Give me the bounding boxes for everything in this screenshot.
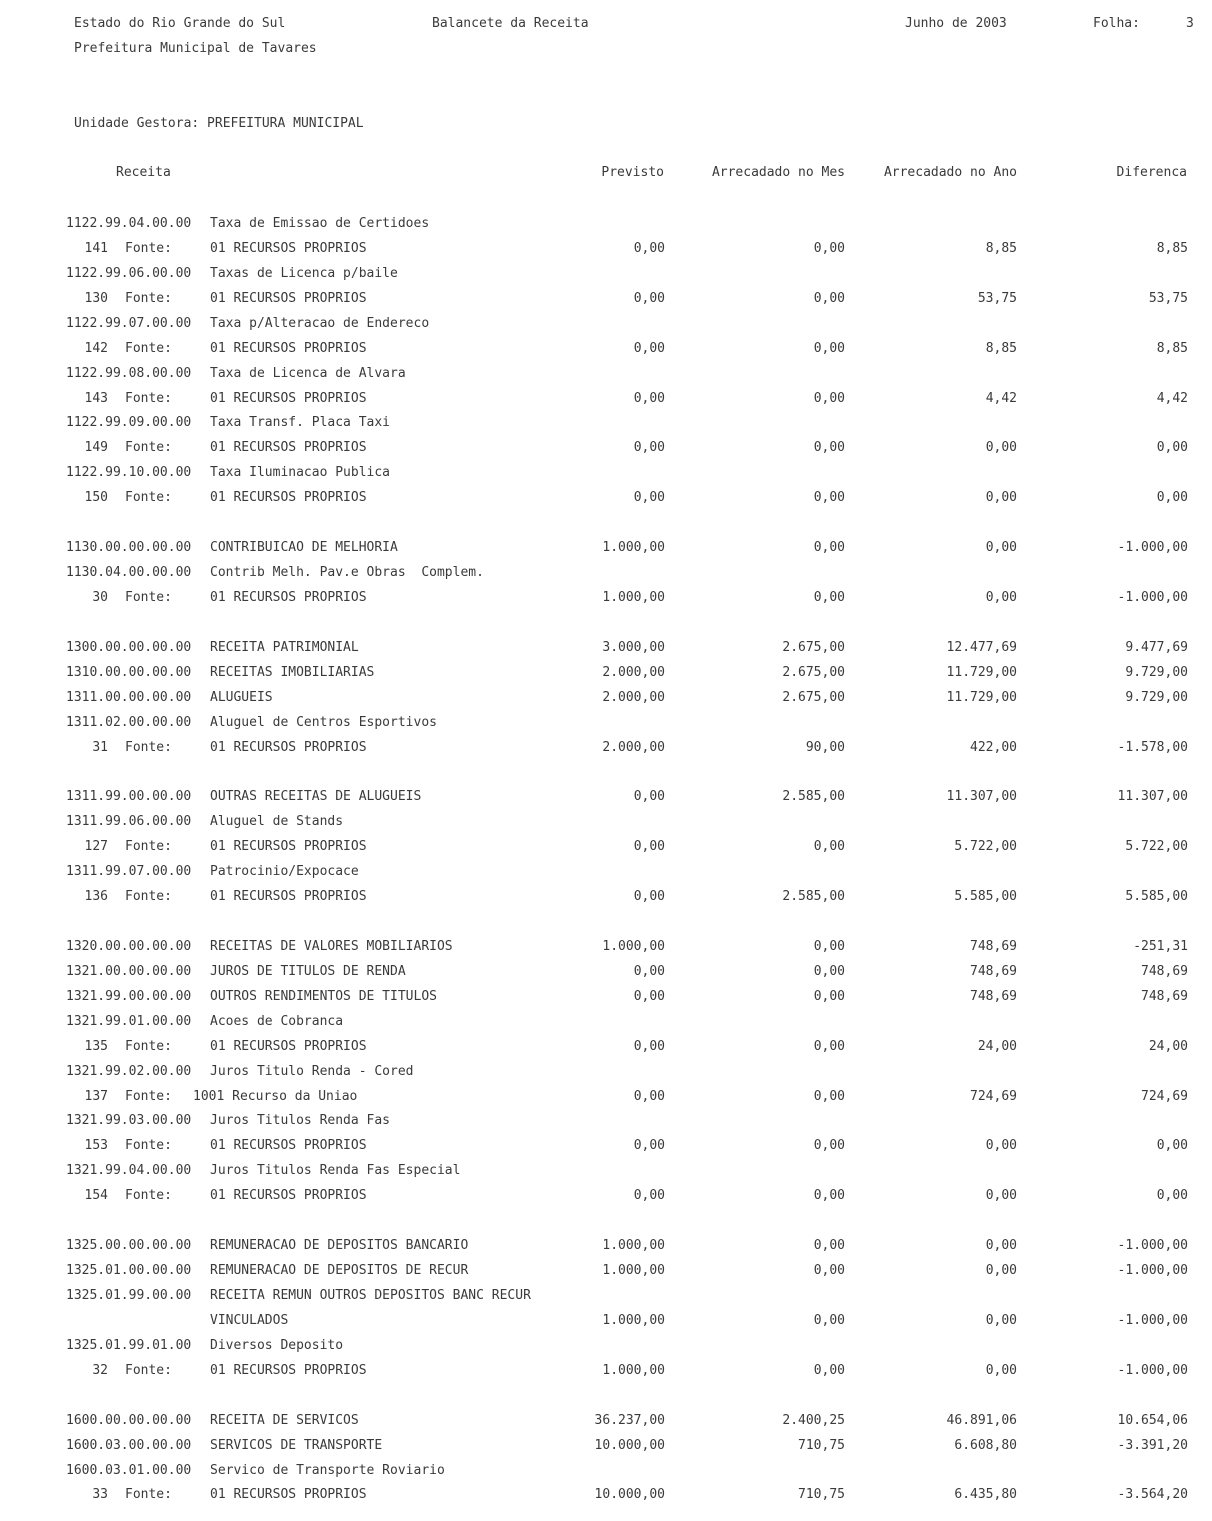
cell-diferenca: 9.477,69 [1125, 640, 1188, 655]
cell-arrecadado-ano: 11.729,00 [946, 665, 1017, 680]
cell-diferenca: 724,69 [1141, 1089, 1188, 1104]
total-row [0, 989, 1212, 1005]
fonte-source: 1001 Recurso da Uniao [193, 1089, 358, 1104]
account-description: REMUNERACAO DE DEPOSITOS DE RECUR [210, 1263, 469, 1278]
cell-diferenca: -1.578,00 [1117, 740, 1188, 755]
cell-arrecadado-ano: 0,00 [985, 590, 1017, 605]
account-description: ALUGUEIS [210, 690, 273, 705]
account-code: 1122.99.04.00.00 [66, 216, 192, 231]
fonte-label: Fonte: [125, 1138, 172, 1153]
fonte-sequence: 137 [84, 1089, 108, 1104]
cell-diferenca: 24,00 [1148, 1039, 1188, 1054]
cell-diferenca: 748,69 [1141, 989, 1188, 1004]
cell-previsto: 1.000,00 [602, 540, 665, 555]
col-header-arrecadado-ano: Arrecadado no Ano [883, 165, 1017, 180]
cell-arrecadado-mes: 2.585,00 [782, 889, 845, 904]
col-header-receita: Receita [116, 165, 171, 180]
fonte-sequence: 153 [84, 1138, 108, 1153]
fonte-row [0, 440, 1212, 456]
fonte-label: Fonte: [125, 740, 172, 755]
account-code: 1311.99.00.00.00 [66, 789, 192, 804]
cell-arrecadado-mes: 2.585,00 [782, 789, 845, 804]
cell-arrecadado-mes: 0,00 [813, 1238, 845, 1253]
fonte-label: Fonte: [125, 590, 172, 605]
cell-previsto: 0,00 [633, 1089, 665, 1104]
total-row [0, 964, 1212, 980]
cell-previsto: 0,00 [633, 1188, 665, 1203]
account-code: 1600.00.00.00.00 [66, 1413, 192, 1428]
cell-arrecadado-ano: 5.722,00 [954, 839, 1017, 854]
fonte-sequence: 141 [84, 241, 108, 256]
total-row [0, 1263, 1212, 1279]
fonte-row [0, 889, 1212, 905]
account-code: 1321.99.00.00.00 [66, 989, 192, 1004]
fonte-row [0, 241, 1212, 257]
account-code: 1122.99.09.00.00 [66, 415, 192, 430]
cell-previsto: 0,00 [633, 341, 665, 356]
fonte-label: Fonte: [125, 1487, 172, 1502]
account-code: 1325.00.00.00.00 [66, 1238, 192, 1253]
cell-previsto: 1.000,00 [602, 1363, 665, 1378]
cell-arrecadado-ano: 12.477,69 [946, 640, 1017, 655]
account-row [0, 565, 1212, 581]
cell-arrecadado-mes: 0,00 [813, 1263, 845, 1278]
cell-diferenca: 8,85 [1156, 241, 1188, 256]
total-row [0, 690, 1212, 706]
cell-previsto: 0,00 [633, 839, 665, 854]
account-code: 1321.00.00.00.00 [66, 964, 192, 979]
account-code: 1122.99.06.00.00 [66, 266, 192, 281]
cell-previsto: 10.000,00 [594, 1438, 665, 1453]
cell-arrecadado-ano: 0,00 [985, 490, 1017, 505]
account-description: Taxa de Licenca de Alvara [210, 366, 406, 381]
cell-previsto: 0,00 [633, 440, 665, 455]
cell-previsto: 0,00 [633, 1138, 665, 1153]
cell-previsto: 0,00 [633, 789, 665, 804]
cell-previsto: 0,00 [633, 291, 665, 306]
account-description: Diversos Deposito [210, 1338, 344, 1353]
cell-arrecadado-ano: 0,00 [985, 1313, 1017, 1328]
fonte-row [0, 341, 1212, 357]
account-description: Acoes de Cobranca [210, 1014, 344, 1029]
account-code: 1321.99.03.00.00 [66, 1113, 192, 1128]
account-code: 1320.00.00.00.00 [66, 939, 192, 954]
account-code: 1311.99.07.00.00 [66, 864, 192, 879]
fonte-row [0, 1039, 1212, 1055]
cell-previsto: 1.000,00 [602, 1238, 665, 1253]
account-row [0, 266, 1212, 282]
cell-arrecadado-ano: 11.307,00 [946, 789, 1017, 804]
cell-previsto: 0,00 [633, 889, 665, 904]
fonte-sequence: 149 [84, 440, 108, 455]
account-row [0, 715, 1212, 731]
cell-diferenca: 11.307,00 [1117, 789, 1188, 804]
account-code: 1310.00.00.00.00 [66, 665, 192, 680]
cell-previsto: 1.000,00 [602, 590, 665, 605]
fonte-sequence: 32 [92, 1363, 108, 1378]
cell-diferenca: 8,85 [1156, 341, 1188, 356]
cell-arrecadado-mes: 0,00 [813, 291, 845, 306]
fonte-row [0, 1487, 1212, 1503]
cell-arrecadado-ano: 24,00 [977, 1039, 1017, 1054]
cell-diferenca: 9.729,00 [1125, 690, 1188, 705]
account-description: REMUNERACAO DE DEPOSITOS BANCARIO [210, 1238, 469, 1253]
fonte-sequence: 33 [92, 1487, 108, 1502]
cell-arrecadado-mes: 710,75 [798, 1438, 845, 1453]
fonte-source: 01 RECURSOS PROPRIOS [210, 1363, 367, 1378]
total-row [0, 939, 1212, 955]
fonte-sequence: 31 [92, 740, 108, 755]
fonte-row [0, 1363, 1212, 1379]
cell-diferenca: -3.391,20 [1117, 1438, 1188, 1453]
account-code: 1600.03.01.00.00 [66, 1463, 192, 1478]
col-header-arrecadado-mes: Arrecadado no Mes [711, 165, 845, 180]
account-code: 1122.99.10.00.00 [66, 465, 192, 480]
fonte-sequence: 135 [84, 1039, 108, 1054]
account-code: 1311.99.06.00.00 [66, 814, 192, 829]
account-code: 1321.99.01.00.00 [66, 1014, 192, 1029]
cell-arrecadado-ano: 0,00 [985, 540, 1017, 555]
account-row [0, 1463, 1212, 1479]
cell-diferenca: 5.722,00 [1125, 839, 1188, 854]
account-row [0, 1288, 1212, 1304]
total-row [0, 540, 1212, 556]
account-description: OUTROS RENDIMENTOS DE TITULOS [210, 989, 437, 1004]
fonte-row [0, 490, 1212, 506]
cell-previsto: 1.000,00 [602, 1263, 665, 1278]
cell-diferenca: 748,69 [1141, 964, 1188, 979]
cell-diferenca: 10.654,06 [1117, 1413, 1188, 1428]
cell-arrecadado-mes: 0,00 [813, 964, 845, 979]
account-description: Servico de Transporte Roviario [210, 1463, 445, 1478]
account-code: 1122.99.07.00.00 [66, 316, 192, 331]
cell-arrecadado-mes: 0,00 [813, 391, 845, 406]
cell-diferenca: -1.000,00 [1117, 1238, 1188, 1253]
fonte-sequence: 154 [84, 1188, 108, 1203]
cell-arrecadado-ano: 8,85 [985, 241, 1017, 256]
municipality-name: Prefeitura Municipal de Tavares [74, 41, 317, 56]
cell-arrecadado-mes: 0,00 [813, 939, 845, 954]
cell-previsto: 2.000,00 [602, 665, 665, 680]
cell-arrecadado-ano: 0,00 [985, 440, 1017, 455]
fonte-source: 01 RECURSOS PROPRIOS [210, 889, 367, 904]
fonte-source: 01 RECURSOS PROPRIOS [210, 391, 367, 406]
account-description: RECEITA DE SERVICOS [210, 1413, 359, 1428]
cell-arrecadado-ano: 0,00 [985, 1363, 1017, 1378]
fonte-sequence: 130 [84, 291, 108, 306]
cell-previsto: 2.000,00 [602, 690, 665, 705]
cell-previsto: 10.000,00 [594, 1487, 665, 1502]
fonte-source: 01 RECURSOS PROPRIOS [210, 241, 367, 256]
account-row [0, 1064, 1212, 1080]
fonte-source: 01 RECURSOS PROPRIOS [210, 1188, 367, 1203]
cell-arrecadado-mes: 0,00 [813, 1188, 845, 1203]
account-code: 1311.00.00.00.00 [66, 690, 192, 705]
cell-arrecadado-mes: 2.675,00 [782, 690, 845, 705]
fonte-row [0, 1089, 1212, 1105]
account-row [0, 366, 1212, 382]
cell-arrecadado-mes: 0,00 [813, 440, 845, 455]
account-code: 1325.01.99.01.00 [66, 1338, 192, 1353]
fonte-source: 01 RECURSOS PROPRIOS [210, 839, 367, 854]
fonte-label: Fonte: [125, 1089, 172, 1104]
cell-arrecadado-ano: 724,69 [970, 1089, 1017, 1104]
total-row [0, 665, 1212, 681]
cell-arrecadado-ano: 0,00 [985, 1263, 1017, 1278]
cell-diferenca: -1.000,00 [1117, 540, 1188, 555]
fonte-label: Fonte: [125, 490, 172, 505]
cell-arrecadado-ano: 11.729,00 [946, 690, 1017, 705]
cell-arrecadado-mes: 0,00 [813, 1363, 845, 1378]
cell-diferenca: -3.564,20 [1117, 1487, 1188, 1502]
account-description: OUTRAS RECEITAS DE ALUGUEIS [210, 789, 422, 804]
spacer-row [0, 1213, 1212, 1229]
account-description: RECEITAS DE VALORES MOBILIARIOS [210, 939, 453, 954]
cell-previsto: 2.000,00 [602, 740, 665, 755]
fonte-sequence: 30 [92, 590, 108, 605]
cell-diferenca: 0,00 [1156, 440, 1188, 455]
fonte-row [0, 391, 1212, 407]
cell-diferenca: -1.000,00 [1117, 590, 1188, 605]
account-row [0, 864, 1212, 880]
fonte-row [0, 740, 1212, 756]
fonte-source: 01 RECURSOS PROPRIOS [210, 1138, 367, 1153]
cell-diferenca: -251,31 [1133, 939, 1188, 954]
account-code: 1300.00.00.00.00 [66, 640, 192, 655]
fonte-label: Fonte: [125, 1188, 172, 1203]
cell-diferenca: 4,42 [1156, 391, 1188, 406]
account-description: RECEITA PATRIMONIAL [210, 640, 359, 655]
fonte-source: 01 RECURSOS PROPRIOS [210, 590, 367, 605]
fonte-row [0, 590, 1212, 606]
fonte-row [0, 839, 1212, 855]
fonte-label: Fonte: [125, 391, 172, 406]
cell-previsto: 0,00 [633, 1039, 665, 1054]
account-description: Taxa Iluminacao Publica [210, 465, 391, 480]
fonte-row [0, 1138, 1212, 1154]
spacer-row [0, 615, 1212, 631]
fonte-label: Fonte: [125, 341, 172, 356]
fonte-sequence: 127 [84, 839, 108, 854]
account-description: Patrocinio/Expocace [210, 864, 359, 879]
cell-arrecadado-mes: 2.675,00 [782, 640, 845, 655]
account-row [0, 814, 1212, 830]
cell-previsto: 1.000,00 [602, 1313, 665, 1328]
account-code: 1325.01.00.00.00 [66, 1263, 192, 1278]
unit-line: Unidade Gestora: PREFEITURA MUNICIPAL [74, 116, 364, 131]
total-row [0, 1438, 1212, 1454]
fonte-label: Fonte: [125, 1363, 172, 1378]
account-description: SERVICOS DE TRANSPORTE [210, 1438, 383, 1453]
report-period: Junho de 2003 [905, 16, 1007, 31]
col-header-diferenca: Diferenca [1116, 165, 1187, 180]
account-description: RECEITA REMUN OUTROS DEPOSITOS BANC RECUR [210, 1288, 531, 1303]
sheet-number: 3 [1186, 16, 1194, 31]
account-description: Taxa de Emissao de Certidoes [210, 216, 430, 231]
account-code: 1325.01.99.00.00 [66, 1288, 192, 1303]
fonte-sequence: 143 [84, 391, 108, 406]
total-row [0, 1413, 1212, 1429]
account-code: 1311.02.00.00.00 [66, 715, 192, 730]
fonte-label: Fonte: [125, 440, 172, 455]
account-row [0, 1163, 1212, 1179]
fonte-label: Fonte: [125, 889, 172, 904]
cell-arrecadado-ano: 53,75 [977, 291, 1017, 306]
cell-diferenca: 0,00 [1156, 1138, 1188, 1153]
account-description: Aluguel de Centros Esportivos [210, 715, 437, 730]
cell-arrecadado-mes: 0,00 [813, 341, 845, 356]
total-row [0, 640, 1212, 656]
spacer-row [0, 515, 1212, 531]
fonte-sequence: 150 [84, 490, 108, 505]
fonte-source: 01 RECURSOS PROPRIOS [210, 341, 367, 356]
cell-arrecadado-mes: 710,75 [798, 1487, 845, 1502]
account-description: JUROS DE TITULOS DE RENDA [210, 964, 406, 979]
account-row [0, 216, 1212, 232]
account-row [0, 465, 1212, 481]
cell-arrecadado-ano: 6.608,80 [954, 1438, 1017, 1453]
account-description: Taxa p/Alteracao de Endereco [210, 316, 430, 331]
cell-diferenca: -1.000,00 [1117, 1263, 1188, 1278]
account-description: Juros Titulos Renda Fas Especial [210, 1163, 461, 1178]
cell-arrecadado-mes: 2.400,25 [782, 1413, 845, 1428]
cell-arrecadado-ano: 748,69 [970, 989, 1017, 1004]
cell-diferenca: 53,75 [1148, 291, 1188, 306]
state-name: Estado do Rio Grande do Sul [74, 16, 286, 31]
cell-previsto: 36.237,00 [594, 1413, 665, 1428]
cell-arrecadado-mes: 0,00 [813, 590, 845, 605]
total-row [0, 1238, 1212, 1254]
fonte-source: 01 RECURSOS PROPRIOS [210, 291, 367, 306]
fonte-source: 01 RECURSOS PROPRIOS [210, 740, 367, 755]
fonte-label: Fonte: [125, 241, 172, 256]
cell-diferenca: 0,00 [1156, 1188, 1188, 1203]
cell-previsto: 0,00 [633, 391, 665, 406]
cell-arrecadado-ano: 4,42 [985, 391, 1017, 406]
account-code: 1122.99.08.00.00 [66, 366, 192, 381]
cell-arrecadado-ano: 6.435,80 [954, 1487, 1017, 1502]
cell-arrecadado-ano: 748,69 [970, 964, 1017, 979]
cell-arrecadado-mes: 90,00 [805, 740, 845, 755]
cell-previsto: 0,00 [633, 989, 665, 1004]
account-row [0, 415, 1212, 431]
fonte-row [0, 1188, 1212, 1204]
report-title: Balancete da Receita [432, 16, 589, 31]
cell-arrecadado-ano: 0,00 [985, 1238, 1017, 1253]
sheet-label: Folha: [1093, 16, 1140, 31]
continuation-row [0, 1313, 1212, 1329]
cell-arrecadado-ano: 5.585,00 [954, 889, 1017, 904]
cell-arrecadado-mes: 0,00 [813, 490, 845, 505]
cell-arrecadado-ano: 0,00 [985, 1138, 1017, 1153]
cell-previsto: 1.000,00 [602, 939, 665, 954]
account-description: Taxas de Licenca p/baile [210, 266, 398, 281]
cell-arrecadado-mes: 0,00 [813, 1138, 845, 1153]
account-description: Juros Titulos Renda Fas [210, 1113, 391, 1128]
fonte-row [0, 291, 1212, 307]
fonte-label: Fonte: [125, 1039, 172, 1054]
account-description: RECEITAS IMOBILIARIAS [210, 665, 375, 680]
account-code: 1600.03.00.00.00 [66, 1438, 192, 1453]
fonte-sequence: 142 [84, 341, 108, 356]
account-description: CONTRIBUICAO DE MELHORIA [210, 540, 398, 555]
fonte-source: 01 RECURSOS PROPRIOS [210, 490, 367, 505]
account-code: 1130.00.00.00.00 [66, 540, 192, 555]
total-row [0, 789, 1212, 805]
cell-previsto: 0,00 [633, 490, 665, 505]
cell-arrecadado-mes: 2.675,00 [782, 665, 845, 680]
fonte-source: 01 RECURSOS PROPRIOS [210, 1487, 367, 1502]
fonte-label: Fonte: [125, 839, 172, 854]
account-row [0, 316, 1212, 332]
cell-diferenca: 5.585,00 [1125, 889, 1188, 904]
cell-arrecadado-ano: 46.891,06 [946, 1413, 1017, 1428]
cell-previsto: 3.000,00 [602, 640, 665, 655]
account-row [0, 1014, 1212, 1030]
account-description: Contrib Melh. Pav.e Obras Complem. [210, 565, 484, 580]
account-description: Taxa Transf. Placa Taxi [210, 415, 391, 430]
cell-previsto: 0,00 [633, 241, 665, 256]
fonte-source: 01 RECURSOS PROPRIOS [210, 440, 367, 455]
account-code: 1130.04.00.00.00 [66, 565, 192, 580]
account-description-continued: VINCULADOS [210, 1313, 289, 1328]
cell-arrecadado-mes: 0,00 [813, 1039, 845, 1054]
cell-arrecadado-mes: 0,00 [813, 989, 845, 1004]
cell-arrecadado-mes: 0,00 [813, 1313, 845, 1328]
col-header-previsto: Previsto [601, 165, 664, 180]
cell-arrecadado-ano: 748,69 [970, 939, 1017, 954]
account-code: 1321.99.04.00.00 [66, 1163, 192, 1178]
spacer-row [0, 764, 1212, 780]
account-description: Juros Titulo Renda - Cored [210, 1064, 414, 1079]
cell-arrecadado-ano: 0,00 [985, 1188, 1017, 1203]
cell-diferenca: 9.729,00 [1125, 665, 1188, 680]
cell-arrecadado-mes: 0,00 [813, 839, 845, 854]
cell-arrecadado-mes: 0,00 [813, 241, 845, 256]
fonte-source: 01 RECURSOS PROPRIOS [210, 1039, 367, 1054]
spacer-row [0, 1388, 1212, 1404]
cell-diferenca: 0,00 [1156, 490, 1188, 505]
account-row [0, 1113, 1212, 1129]
account-row [0, 1338, 1212, 1354]
fonte-label: Fonte: [125, 291, 172, 306]
cell-arrecadado-mes: 0,00 [813, 1089, 845, 1104]
cell-diferenca: -1.000,00 [1117, 1313, 1188, 1328]
cell-arrecadado-ano: 8,85 [985, 341, 1017, 356]
account-code: 1321.99.02.00.00 [66, 1064, 192, 1079]
cell-arrecadado-mes: 0,00 [813, 540, 845, 555]
fonte-sequence: 136 [84, 889, 108, 904]
spacer-row [0, 914, 1212, 930]
cell-diferenca: -1.000,00 [1117, 1363, 1188, 1378]
cell-arrecadado-ano: 422,00 [970, 740, 1017, 755]
account-description: Aluguel de Stands [210, 814, 344, 829]
cell-previsto: 0,00 [633, 964, 665, 979]
